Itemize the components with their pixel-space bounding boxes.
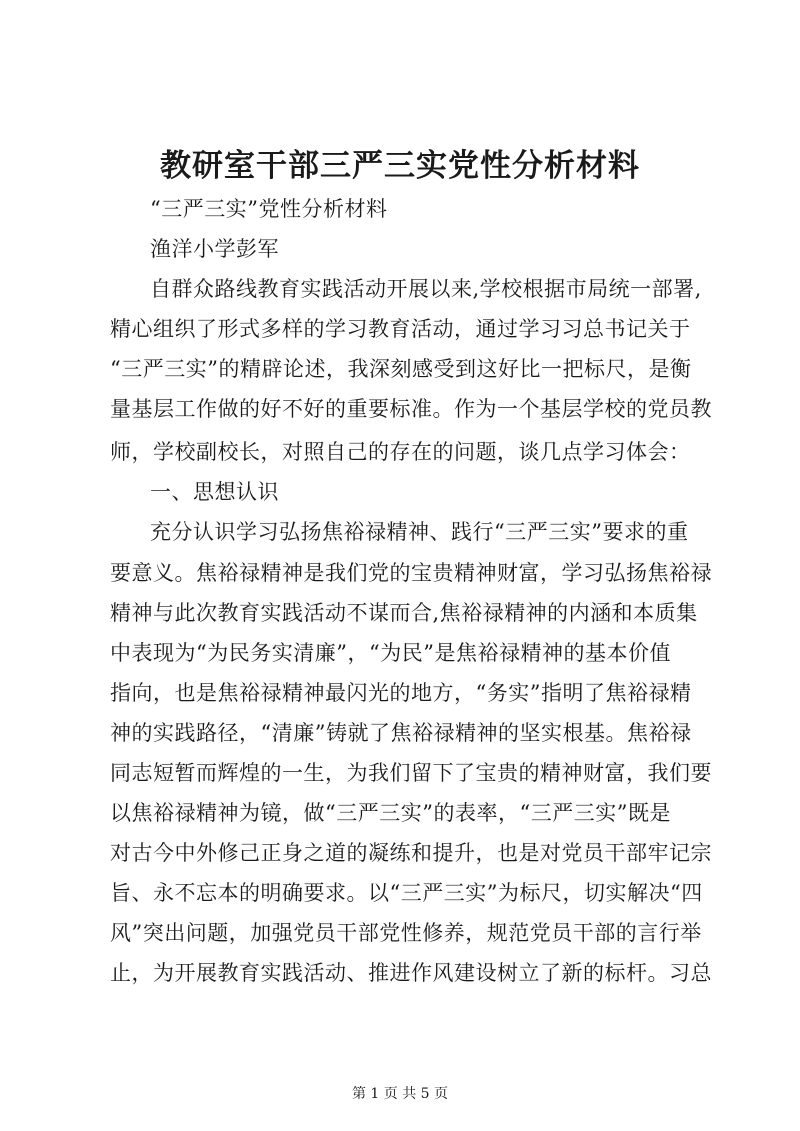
section-heading: 一、思想认识 <box>150 480 279 504</box>
body-line: 以焦裕禄精神为镜，做“三严三实”的表率，“三严三实”既是 <box>110 801 671 825</box>
body-line: 旨、永不忘本的明确要求。以“三严三实”为标尺，切实解决“四 <box>110 881 703 905</box>
body-line: 同志短暂而辉煌的一生，为我们留下了宝贵的精神财富，我们要 <box>110 761 712 785</box>
body-line: 师，学校副校长，对照自己的存在的问题，谈几点学习体会： <box>110 440 691 464</box>
body-line: 神的实践路径，“清廉”铸就了焦裕禄精神的坚实根基。焦裕禄 <box>110 721 692 745</box>
body-line: 中表现为“为民务实清廉”，“为民”是焦裕禄精神的基本价值 <box>110 641 671 665</box>
body-line: 精神与此次教育实践活动不谋而合,焦裕禄精神的内涵和本质集 <box>110 601 698 625</box>
body-line: 对古今中外修己正身之道的凝练和提升，也是对党员干部牢记宗 <box>110 841 712 865</box>
body-line: 自群众路线教育实践活动开展以来,学校根据市局统一部署, <box>150 277 702 301</box>
page-footer: 第 1 页 共 5 页 <box>351 1086 449 1102</box>
body-line: 量基层工作做的好不好的重要标准。作为一个基层学校的党员教 <box>110 397 712 421</box>
body-line: 风”突出问题，加强党员干部党性修养，规范党员干部的言行举 <box>110 921 702 945</box>
body-line: 指向，也是焦裕禄精神最闪光的地方，“务实”指明了焦裕禄精 <box>110 681 692 705</box>
body-line: 充分认识学习弘扬焦裕禄精神、践行“三严三实”要求的重 <box>150 520 689 544</box>
body-line: 要意义。焦裕禄精神是我们党的宝贵精神财富，学习弘扬焦裕禄 <box>110 561 712 585</box>
body-line: 精心组织了形式多样的学习教育活动，通过学习习总书记关于 <box>110 317 691 341</box>
subtitle-line: “三严三实”党性分析材料 <box>150 197 388 221</box>
body-line: 止，为开展教育实践活动、推进作风建设树立了新的标杆。习总 <box>110 961 712 985</box>
author-line: 渔洋小学彭军 <box>150 237 279 261</box>
document-title: 教研室干部三严三实党性分析材料 <box>160 148 640 184</box>
body-line: “三严三实”的精辟论述，我深刻感受到这好比一把标尺，是衡 <box>110 357 692 381</box>
